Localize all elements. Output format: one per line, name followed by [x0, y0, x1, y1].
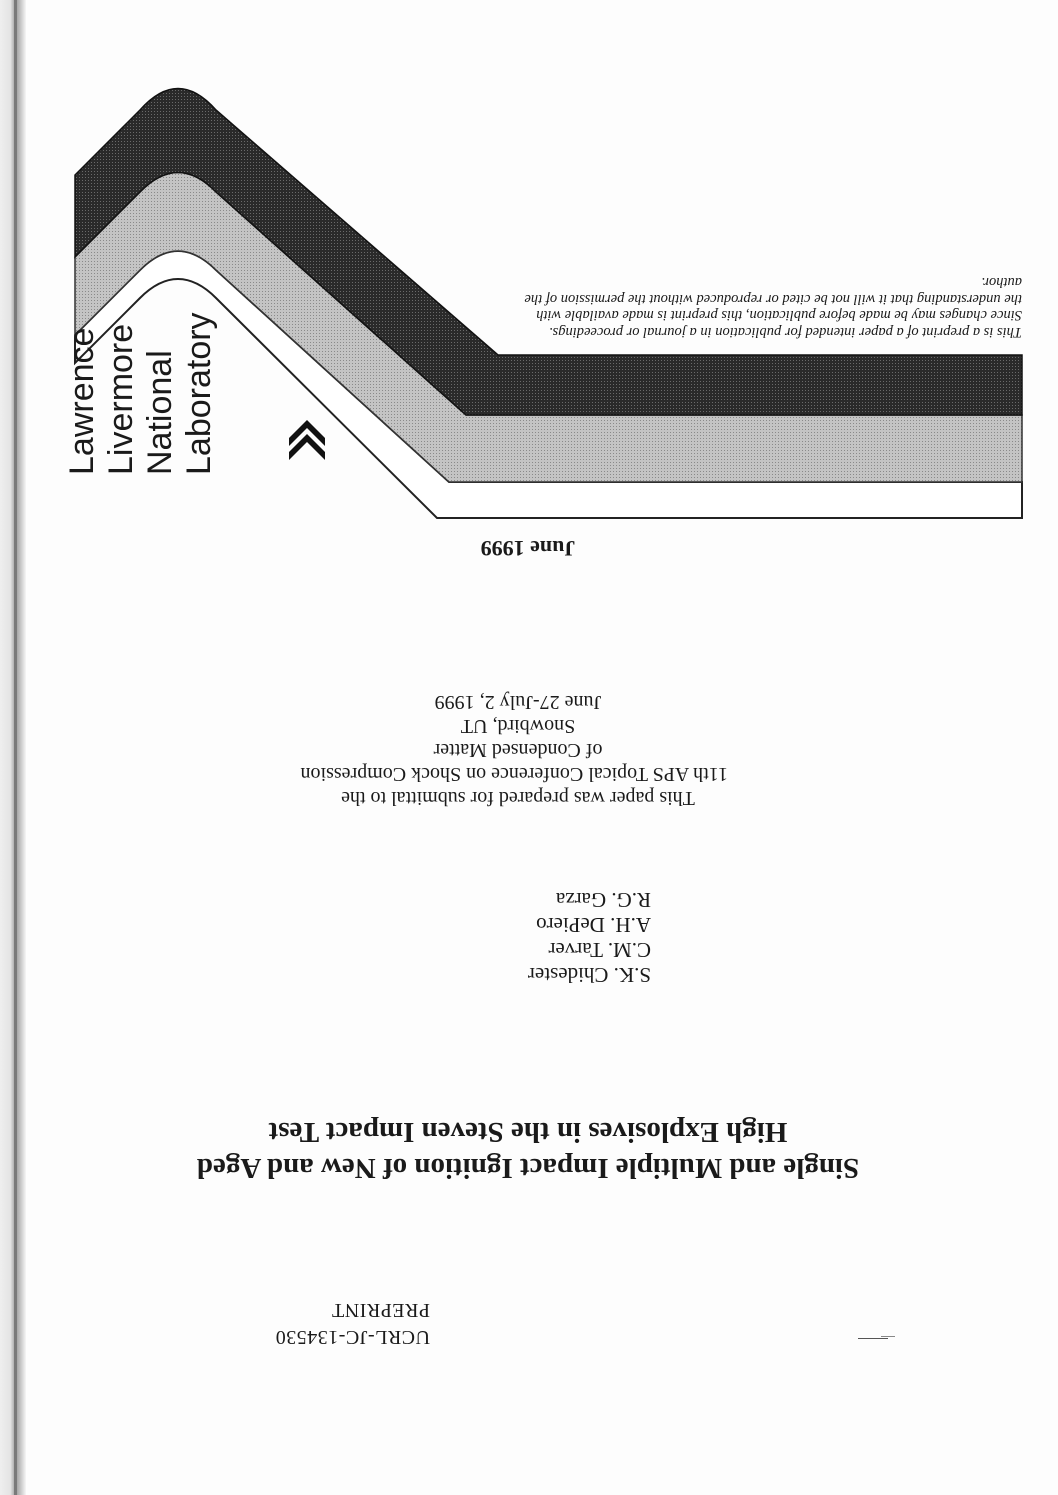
- preprint-label: PREPRINT: [331, 1299, 430, 1321]
- disclaimer-line: the understanding that it will not be cited or reproduced without the permission of the: [524, 291, 1022, 307]
- llnl-chevrons-icon: [289, 420, 325, 460]
- conference-line: of Condensed Matter: [433, 739, 603, 761]
- author: A.H. DePiero: [536, 913, 651, 937]
- institution-line: Livermore: [102, 323, 140, 475]
- conference-line: June 27-July 2, 1999: [434, 691, 602, 713]
- disclaimer-line: author.: [981, 274, 1022, 291]
- institution-line: National: [141, 350, 179, 475]
- author: R.G. Garza: [555, 888, 651, 912]
- report-number: UCRL-JC-134530: [275, 1326, 430, 1348]
- author: S.K. Chidester: [527, 963, 651, 987]
- institution-line: Laboratory: [180, 312, 218, 475]
- conference-line: Snowbird, UT: [460, 715, 576, 737]
- conference-line: This paper was prepared for submittal to the: [341, 787, 695, 809]
- conference-line: 11th APS Topical Conference on Shock Compression: [300, 763, 728, 785]
- institution-name: [63, 275, 219, 475]
- preprint-disclaimer: [522, 274, 1022, 340]
- disclaimer-line: Since changes may be made before publication, this preprint is made available with: [536, 307, 1022, 324]
- publication-date: June 1999: [480, 536, 576, 561]
- disclaimer-line: This is a preprint of a paper intended for publication in a journal or proceedings.: [549, 324, 1022, 340]
- institution-line: Lawrence: [63, 327, 101, 475]
- author: C.M. Tarver: [548, 938, 651, 962]
- title-line: Single and Multiple Impact Ignition of New and Aged: [196, 1152, 860, 1184]
- title-line: High Explosives in the Steven Impact Test: [268, 1116, 788, 1148]
